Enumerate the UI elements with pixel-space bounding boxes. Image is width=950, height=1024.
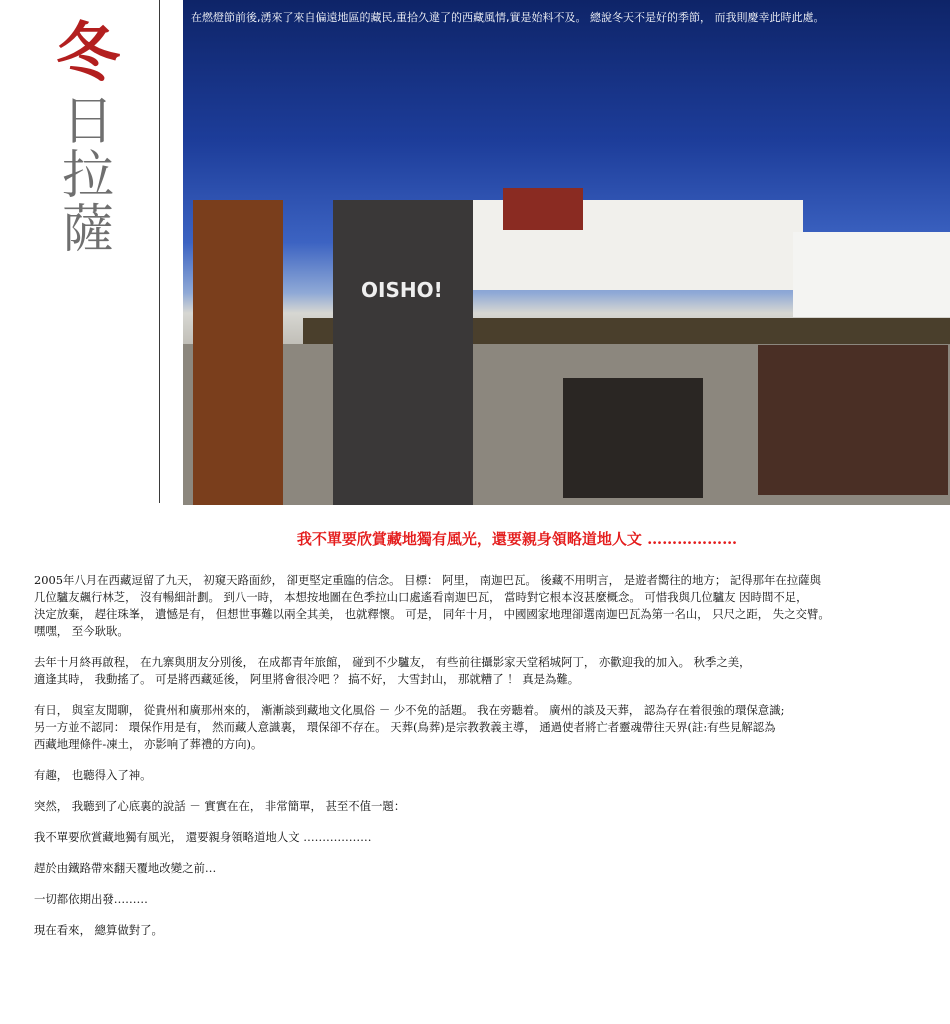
vertical-title [0,0,160,505]
title-char-la: 拉 [61,146,114,206]
paragraph: 現在看來， 總算做對了。 [34,923,163,937]
pilgrim-standing-left [193,200,283,505]
pilgrim-prostrating-right [758,345,948,495]
title-char-winter: 冬 [56,17,120,91]
side-building [793,232,950,317]
title-char-sa: 薩 [61,200,114,260]
paragraph: 一切都依期出發……… [34,892,148,906]
paragraph: 突然， 我聽到了心底裏的說話 － 實實在在， 非常簡單， 甚至不值一題： [34,799,406,813]
photo-caption: 在燃燈節前後,湧來了來自偏遠地區的藏民,重拾久違了的西藏風情,實是始料不及。 總說冬天不是好的季節， 而我則慶幸此時此處。 [191,11,825,24]
pilgrim-prostrating-center [563,378,703,498]
title-divider [159,0,160,503]
palace-red-building [503,188,583,230]
article-body [34,572,946,939]
potala-photo [183,0,950,505]
headline: 我不單要欣賞藏地獨有風光，還要親身領略道地人文 ……………… [296,530,738,548]
paragraph: 2005年八月在西藏逗留了九天， 初窺天路面紗， 卻更堅定重臨的信念。 目標： 阿里， 南迦巴瓦。 後藏不用明言， 是遊者嚮往的地方； 記得那年在拉薩與 几位驢友飆行林芝， 沒有暢細計劃。 到八一時， 本想按地圖在色季拉山口處遙看南迦巴瓦， 當時對它根本沒甚麼概念。 可惜我與几位驢友 因時間不足， 決定放棄， 趕往珠峯， 遺憾是有， 但想世事難以兩全其美， 也就釋懷。 可是， 同年十月， 中國國家地理卻選南迦巴瓦為第一名山， 只尺之距， 失之交臂。 嘿嘿， 至今耿耿。 [34,573,830,638]
pilgrim-standing-sweater [333,200,473,505]
paragraph: 去年十月終再啟程， 在九寨與朋友分別後， 在成都青年旅館， 碰到不少驢友， 有些前往攝影家天堂稻城阿丁， 亦歡迎我的加入。 秋季之美， 適逢其時， 我動搖了。 可是將西藏延後， 阿里將會很冷吧 ？ 搞不好， 大雪封山， 那就糟了 ！ 真是為難。 [34,655,751,686]
paragraph: 有日， 與室友閒聊， 從貴州和廣那州來的， 漸漸談到藏地文化風俗 － 少不免的話題。 我在旁聽着。 廣州的談及天葬， 認為存在着很強的環保意識; 另一方並不認同： 環保作用是有， 然而藏人意識裏， 環保卻不存在。 天葬(鳥葬)是宗教教義主導， 通過使者將亡者靈魂帶往天界(註:有些見解認為 西藏地理條件-凍土， 亦影响了葬禮的方向)。 [34,703,785,751]
paragraph: 我不單要欣賞藏地獨有風光， 還要親身領略道地人文 ……………… [34,830,372,844]
title-char-sun: 日 [61,92,114,152]
sweater-text: OISHO! [361,278,443,302]
paragraph: 趕於由鐵路帶來翻天覆地改變之前… [34,861,217,875]
paragraph: 有趣， 也聽得入了神。 [34,768,152,782]
